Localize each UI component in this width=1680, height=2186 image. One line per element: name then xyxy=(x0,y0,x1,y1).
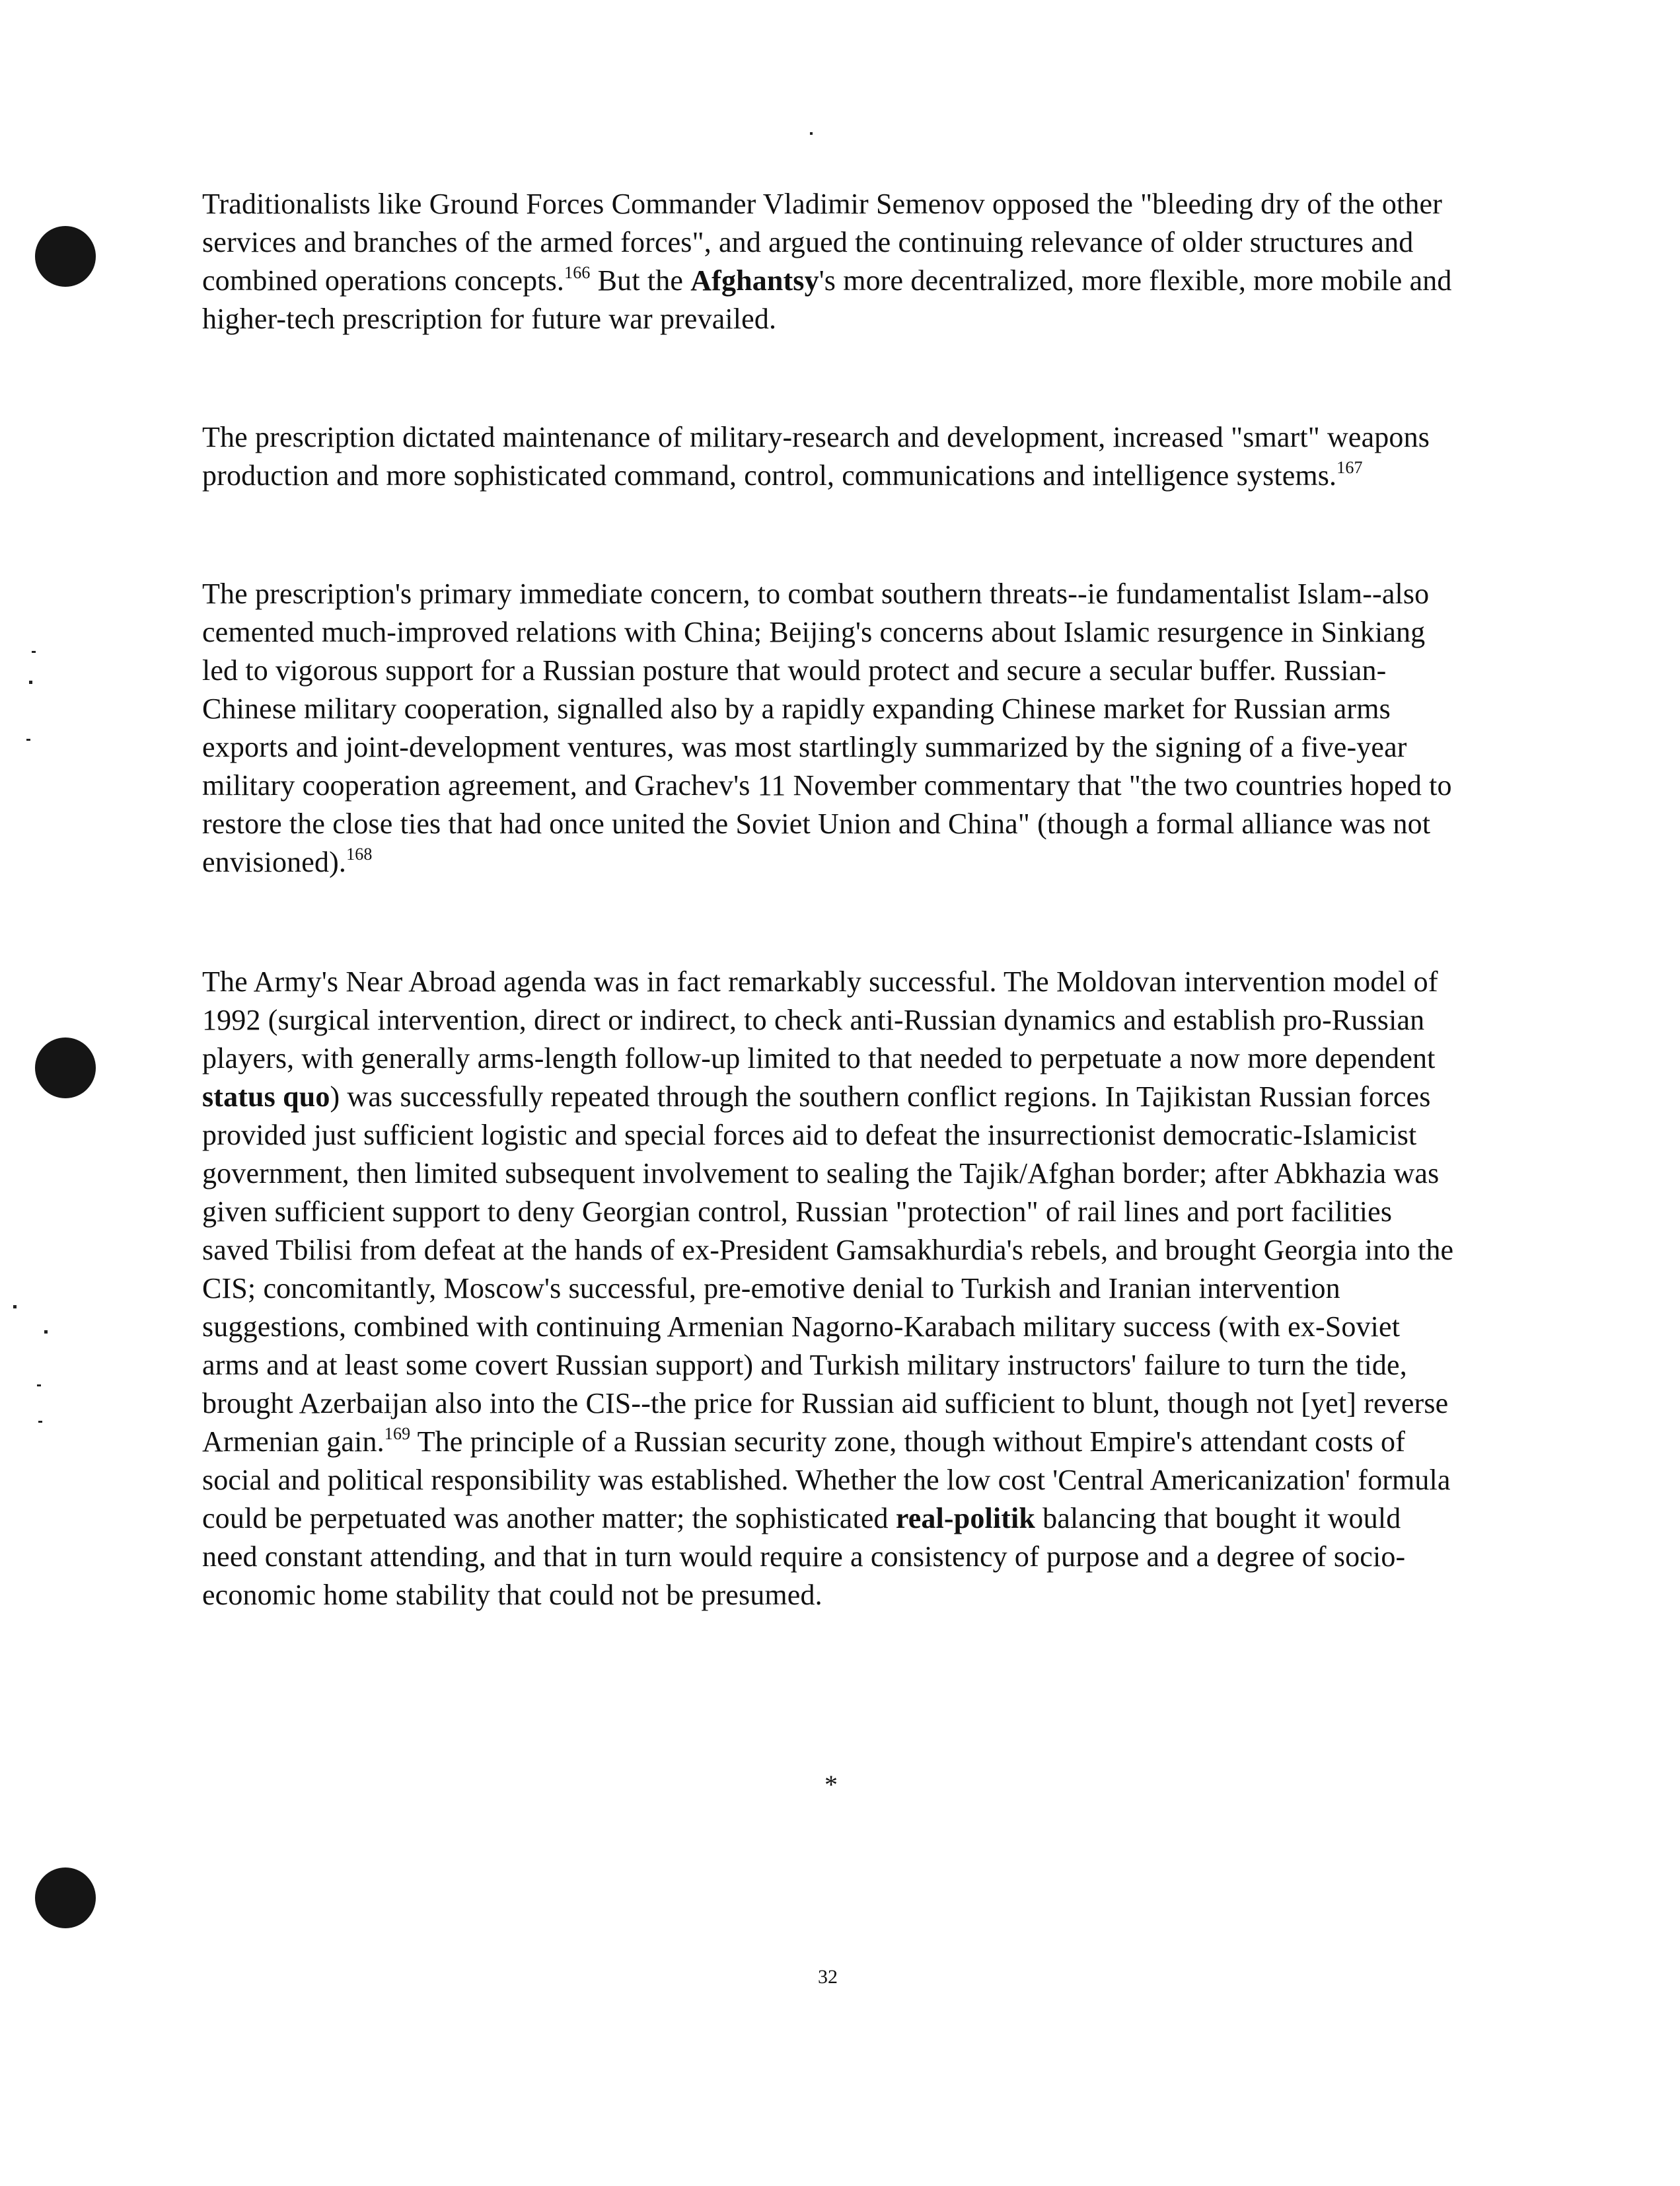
paragraph-4: The Army's Near Abroad agenda was in fact remarkably successful. The Moldovan intervention model of 1992 (surgical intervention, direct or indirect, to check anti-Russian dynamics and establish pro-Russian players, with generally arms-length follow-up limited to that needed to perpetuate a now more dependent status quo) was successfully repeated through the southern conflict regions. In Tajikistan Russian forces provided just sufficient logistic and special forces aid to defeat the insurrectionist democratic-Islamicist government, then limited subsequent involvement to sealing the Tajik/Afghan border; after Abkhazia was given sufficient support to deny Georgian control, Russian "protection" of rail lines and port facilities saved Tbilisi from defeat at the hands of ex-President Gamsakhurdia's rebels, and brought Georgia into the CIS; concomitantly, Moscow's successful, pre-emotive denial to Turkish and Iranian intervention suggestions, combined with continuing Armenian Nagorno-Karabach military success (with ex-Soviet arms and at least some covert Russian support) and Turkish military instructors' failure to turn the tide, brought Azerbaijan also into the CIS--the price for Russian aid sufficient to blunt, though not [yet] reverse Armenian gain.$^{169}$ The principle of a Russian security zone, though without Empire's attendant costs of social and political responsibility was established. Whether the low cost 'Central Americanization' formula could be perpetuated was another matter; the sophisticated real-politik balancing that bought it would need constant attending, and that in turn would require a consistency of purpose and a degree of socio-economic home stability that could not be presumed. xyxy=(202,965,1454,1611)
margin-speck xyxy=(37,1384,41,1386)
page-number: 32 xyxy=(818,1966,838,1988)
punch-hole-bottom xyxy=(35,1867,96,1928)
punch-hole-top xyxy=(35,226,96,287)
footnote-ref-167: 167 xyxy=(1336,458,1363,477)
section-separator: * xyxy=(824,1770,838,1799)
margin-speck xyxy=(29,681,32,684)
margin-speck xyxy=(13,1305,17,1308)
top-speck xyxy=(810,132,813,135)
paragraph-3: The prescription's primary immediate concern, to combat southern threats--ie fundamentalist Islam--also cemented much-improved relations with China; Beijing's concerns about Islamic resurgence in Sinkiang led to vigorous support for a Russian posture that would protect and secure a secular buffer. Russian-Chinese military cooperation, signalled also by a rapidly expanding Chinese market for Russian arms exports and joint-development ventures, was most startlingly summarized by the signing of a five-year military cooperation agreement, and Grachev's 11 November commentary that "the two countries hoped to restore the close ties that had once united the Soviet Union and China" (though a formal alliance was not envisioned).$^{168}$ xyxy=(202,578,1452,878)
afghantsy-term: Afghantsy xyxy=(690,264,819,297)
footnote-ref-166: 166 xyxy=(564,263,591,282)
paragraph-2: The prescription dictated maintenance of military-research and development, increased "smart" weapons production and more sophisticated command, control, communications and intelligence systems.$^{167}$ xyxy=(202,421,1430,492)
margin-speck xyxy=(26,739,30,741)
status-quo-term: status quo xyxy=(202,1080,330,1113)
footnote-ref-168: 168 xyxy=(346,845,373,864)
punch-hole-middle xyxy=(35,1037,96,1098)
margin-speck xyxy=(44,1330,48,1334)
margin-speck xyxy=(32,651,36,653)
realpolitik-term: real-politik xyxy=(895,1502,1036,1534)
paragraph-1: Traditionalists like Ground Forces Commander Vladimir Semenov opposed the "bleeding dry of the other services and branches of the armed forces", and argued the continuing relevance of older structures and combined operations concepts.$^{166}$ But the Afghantsy's more decentralized, more flexible, more mobile and higher-tech prescription for future war prevailed. xyxy=(202,188,1452,335)
footnote-ref-169: 169 xyxy=(384,1424,411,1443)
margin-speck xyxy=(38,1421,42,1423)
